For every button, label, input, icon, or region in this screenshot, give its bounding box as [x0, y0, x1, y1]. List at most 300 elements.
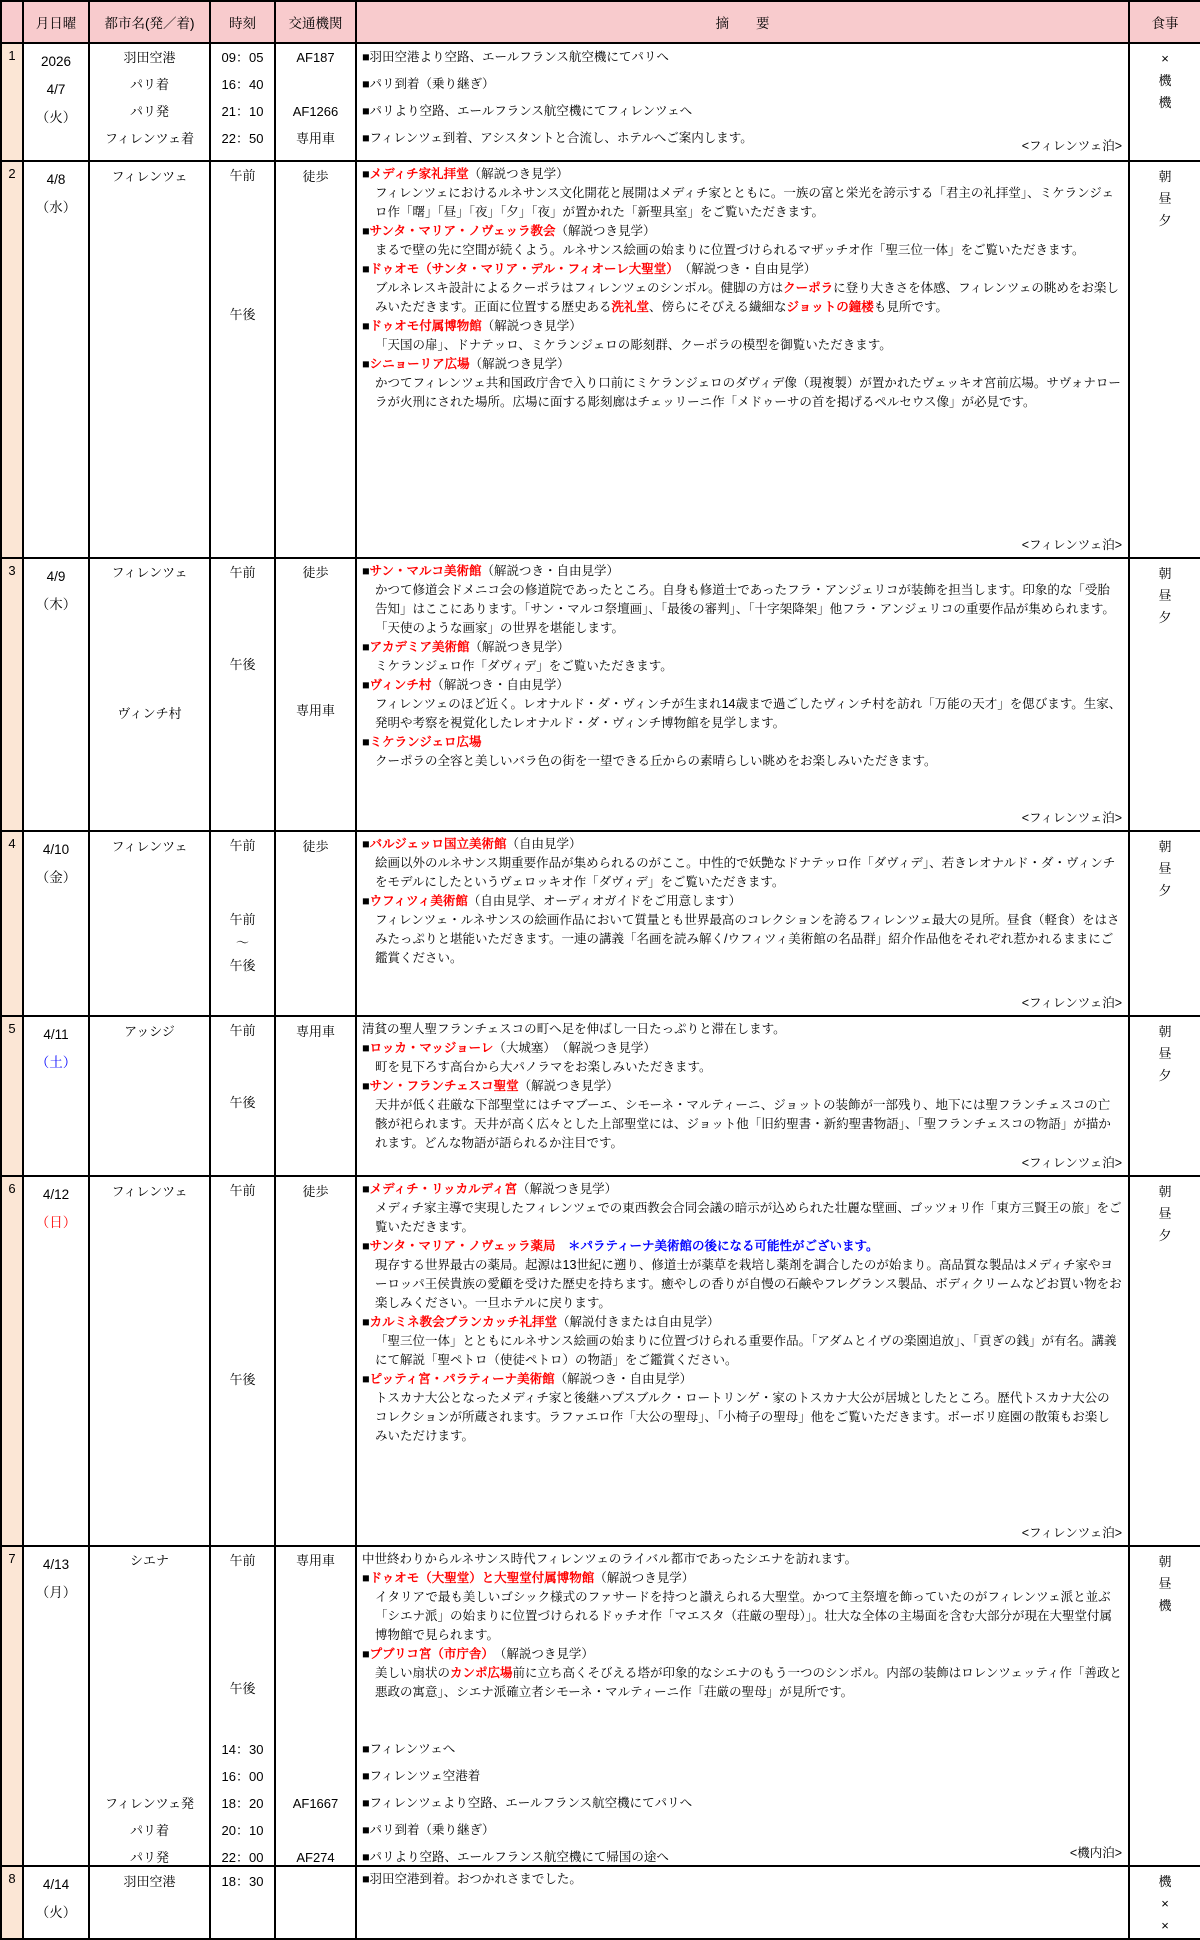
text-segment: 清貧の聖人聖フランチェスコの町へ足を伸ばし一日たっぷりと滞在します。: [362, 1022, 786, 1036]
text-segment: ヴィンチ村: [369, 678, 432, 692]
text-segment: トスカナ大公となったメディチ家と後継ハプスブルク・ロートリンゲ・家のトスカナ大公が居城としたところ。歴代トスカナ大公のコレクションが所蔵されます。ラファエロ作「大公の聖母」、「小椅子の聖母」他をご覧いただきます。ボーボリ庭園の散策もお楽しみいただけます。: [375, 1391, 1110, 1443]
text-segment: （火）: [35, 1905, 77, 1920]
cell-summary: [356, 558, 1129, 831]
summary-blocks: [357, 1017, 1128, 1153]
cell-transport: [275, 1016, 356, 1176]
text-segment: 4/12: [42, 1187, 70, 1202]
meal-line: 機: [1158, 1874, 1172, 1889]
time-line: 21：10: [221, 104, 264, 119]
time-line: 午前: [229, 565, 256, 580]
sight-description: [362, 1058, 1122, 1077]
summary-block: [362, 1020, 1122, 1039]
text-segment: 現存する世界最古の薬局。起源は13世紀に遡り、修道士が薬草を栽培し薬剤を調合したのが始まり。高品質な製品はメディチ家やヨーロッパ王侯貴族の愛顧を受けた歴史を持ちます。癒やしの香りが自慢の石鹸やフレグランス製品、ボディクリームなどお買い物をお楽しみください。一旦ホテルに戻ります。: [375, 1258, 1122, 1310]
text-segment: （土）: [35, 1055, 77, 1070]
cell-city: [89, 1176, 210, 1546]
date-line: [24, 1551, 88, 1579]
transport-line: 徒歩: [302, 169, 329, 184]
time-line: 14：30: [221, 1742, 264, 1757]
date-line: [24, 166, 88, 194]
summary-blocks: [357, 832, 1128, 968]
date-line: [24, 48, 88, 76]
summary-block: [362, 1039, 1122, 1077]
transport-line: AF274: [296, 1850, 335, 1865]
cell-city: [89, 1016, 210, 1176]
cell-meal: [1129, 1176, 1200, 1546]
sight-title: [362, 562, 1122, 581]
sight-description: [362, 336, 1122, 355]
summary-line: [362, 1020, 1122, 1039]
cell-summary: [356, 1176, 1129, 1546]
text-segment: （解説つき見学）: [481, 319, 582, 333]
text-segment: ■: [362, 357, 370, 371]
row-number: 7: [1, 1546, 23, 1866]
transport-line: 専用車: [295, 1553, 335, 1568]
time-line: 午前: [229, 1183, 256, 1198]
text-segment: （日）: [35, 1215, 77, 1230]
stay-note: <フィレンツェ泊>: [1021, 996, 1122, 1010]
summary-block: [362, 638, 1122, 676]
text-segment: ジョットの鐘楼: [786, 300, 874, 314]
city-line: 羽田空港: [123, 50, 176, 65]
summary-block: [362, 222, 1122, 260]
text-segment: ブルネレスキ設計によるクーポラはフィレンツェのシンボル。健脚の方は: [375, 281, 784, 295]
summary-blocks: [357, 1867, 1128, 1889]
text-segment: ■: [362, 837, 370, 851]
cell-city: [89, 43, 210, 161]
cell-city: [89, 831, 210, 1016]
row-number: 4: [1, 831, 23, 1016]
city-line: フィレンツェ: [111, 1184, 188, 1199]
meal-line: 機: [1158, 73, 1172, 88]
transport-line: 徒歩: [302, 839, 329, 854]
sight-description: [362, 1332, 1122, 1370]
text-segment: 4/10: [42, 842, 70, 857]
date-line: [24, 1021, 88, 1049]
text-segment: ■: [362, 1041, 370, 1055]
meal-line: 昼: [1158, 191, 1172, 206]
date-line: [24, 864, 88, 892]
sight-description: [362, 1389, 1122, 1446]
text-segment: （解説つき見学）: [555, 224, 656, 238]
row-number: 1: [1, 43, 23, 161]
text-segment: （解説つき見学）: [469, 357, 570, 371]
text-segment: サン・フランチェスコ聖堂: [369, 1079, 519, 1093]
time-line: 午前: [229, 1553, 256, 1568]
text-segment: ■: [362, 564, 370, 578]
time-line: 午前: [229, 912, 256, 927]
text-segment: も見所です。: [873, 300, 948, 314]
itinerary-row-6: [1, 1176, 1200, 1546]
text-segment: （解説つき見学）: [518, 1079, 619, 1093]
header-date: 月日曜: [23, 1, 89, 43]
meal-line: 夕: [1158, 1068, 1172, 1083]
sight-title: [362, 355, 1122, 374]
text-segment: （解説つき見学）: [517, 1182, 618, 1196]
sight-description: [362, 279, 1122, 317]
city-line: フィレンツェ着: [104, 131, 195, 146]
text-segment: サン・マルコ美術館: [369, 564, 482, 578]
cell-transport: [275, 1546, 356, 1866]
text-segment: ■: [362, 1239, 370, 1253]
meal-line: 機: [1158, 1598, 1172, 1613]
text-segment: ■: [362, 1182, 370, 1196]
transport-line: AF1266: [292, 104, 339, 119]
city-line: シエナ: [129, 1553, 169, 1568]
date-line: [24, 1049, 88, 1077]
cell-time: [210, 161, 275, 558]
sight-title: [362, 892, 1122, 911]
cell-city: [89, 1866, 210, 1939]
summary-block: [362, 1313, 1122, 1370]
transport-line: AF187: [296, 50, 335, 65]
cell-transport: [275, 43, 356, 161]
text-segment: プブリコ宮（市庁舎）: [369, 1647, 488, 1661]
sight-description: [362, 241, 1122, 260]
text-segment: に登り大きさを体感、フィレンツェの眺めをお楽しみいただきます。正面に位置する歴史ある: [375, 281, 1119, 314]
stay-note: <フィレンツェ泊>: [1021, 1526, 1122, 1540]
itinerary-row-4: [1, 831, 1200, 1016]
sight-description: [362, 1199, 1122, 1237]
text-segment: ■: [362, 224, 370, 238]
summary-line: ■パリ到着（乗り継ぎ）: [362, 77, 495, 91]
text-segment: フィレンツェにおけるルネサンス文化開花と展開はメディチ家とともに。一族の富と栄光を誇示する「君主の礼拝堂」、ミケランジェロ作「曙」「昼」「夜」「夕」「夜」が置かれた「新聖具室」をご覧いただきます。: [375, 186, 1115, 219]
stay-note: <フィレンツェ泊>: [1021, 811, 1122, 825]
transport-line: AF1667: [292, 1796, 339, 1811]
text-segment: 洗礼堂: [611, 300, 650, 314]
row-number: 2: [1, 161, 23, 558]
summary-block: [362, 317, 1122, 355]
city-line: 羽田空港: [123, 1874, 176, 1889]
itinerary-row-7: [1, 1546, 1200, 1866]
text-segment: ミケランジェロ広場: [369, 735, 482, 749]
cell-date: [23, 831, 89, 1016]
summary-line: ■フィレンツェ到着、アシスタントと合流し、ホテルへご案内します。: [362, 131, 753, 145]
transport-line: 専用車: [295, 131, 335, 146]
row-number: 6: [1, 1176, 23, 1546]
text-segment: ウフィツィ美術館: [369, 894, 468, 908]
time-line: 午後: [229, 1681, 256, 1696]
summary-line: [362, 1870, 1122, 1889]
header-transport: 交通機関: [275, 1, 356, 43]
city-line: パリ着: [129, 77, 169, 92]
sight-title: [362, 317, 1122, 336]
date-line: [24, 1181, 88, 1209]
city-line: パリ発: [129, 104, 169, 119]
text-segment: ■: [362, 640, 370, 654]
date-line: [24, 76, 88, 104]
summary-block: [362, 1237, 1122, 1313]
time-line: 18：30: [221, 1874, 264, 1889]
cell-date: [23, 1546, 89, 1866]
city-line: アッシジ: [124, 1024, 175, 1039]
itinerary-row-2: [1, 161, 1200, 558]
sight-description: [362, 374, 1122, 412]
summary-block: [362, 892, 1122, 968]
city-line: フィレンツェ: [111, 169, 188, 184]
cell-city: [89, 558, 210, 831]
cell-date: [23, 1176, 89, 1546]
text-segment: 絵画以外のルネサンス期重要作品が集められるのがここ。中性的で妖艶なドナテッロ作「ダヴィデ」、若きレオナルド・ダ・ヴィンチをモデルにしたというヴェロッキオ作「ダヴィデ」をご覧いただきます。: [375, 856, 1116, 889]
text-segment: かつてフィレンツェ共和国政庁舎で入り口前にミケランジェロのダヴィデ像（現複製）が置かれたヴェッキオ宮前広場。サヴォナローラが火刑にされた場所。広場に面する彫刻廊はチェッリーニ作「メドゥーサの首を掲げるペルセウス像」が必見です。: [375, 376, 1121, 409]
text-segment: アカデミア美術館: [369, 640, 470, 654]
cell-meal: [1129, 1016, 1200, 1176]
time-line: 09：05: [221, 50, 264, 65]
summary-blocks: [357, 1547, 1128, 1702]
time-line: 20：10: [221, 1823, 264, 1838]
meal-line: 朝: [1158, 1184, 1172, 1199]
city-line: フィレンツェ: [111, 839, 188, 854]
summary-line: ■パリより空路、エールフランス航空機にてフィレンツェへ: [362, 104, 693, 118]
city-line: フィレンツェ発: [104, 1796, 195, 1811]
text-segment: （解説つき・自由見学）: [554, 1372, 693, 1386]
summary-block: [362, 1645, 1122, 1702]
summary-block: [362, 1180, 1122, 1237]
transport-line: 専用車: [295, 1024, 335, 1039]
cell-time: [210, 1016, 275, 1176]
cell-summary: [356, 43, 1129, 161]
summary-block: [362, 1077, 1122, 1153]
sight-title: [362, 1180, 1122, 1199]
cell-meal: [1129, 1866, 1200, 1939]
text-segment: 美しい扇状の: [375, 1666, 451, 1680]
text-segment: サンタ・マリア・ノヴェッラ薬局: [369, 1239, 556, 1253]
time-line: 午前: [229, 168, 256, 183]
sight-description: [362, 1588, 1122, 1645]
text-segment: ■: [362, 894, 370, 908]
date-line: [24, 1899, 88, 1927]
text-segment: （解説つき・自由見学）: [481, 564, 619, 578]
text-segment: 「聖三位一体」とともにルネサンス絵画の始まりに位置づけられる重要作品。「アダムとイヴの楽園追放」、「貢ぎの銭」が有名。講義にて解説「聖ペトロ（使徒ペトロ）の物語」をご鑑賞ください。: [375, 1334, 1117, 1367]
summary-block: [362, 1870, 1122, 1889]
summary-block: [362, 676, 1122, 733]
summary-block: [362, 733, 1122, 771]
transport-line: 徒歩: [302, 1184, 329, 1199]
city-line: パリ発: [129, 1850, 169, 1865]
summary-line: ■フィレンツェより空路、エールフランス航空機にてパリへ: [362, 1796, 693, 1810]
sight-title: [362, 1569, 1122, 1588]
meal-line: 夕: [1158, 213, 1172, 228]
date-line: [24, 1209, 88, 1237]
text-segment: かつて修道会ドメニコ会の修道院であったところ。自身も修道士であったフラ・アンジェリコが装飾を担当します。印象的な「受胎告知」はここにあります。「サン・マルコ祭壇画」、「最後の審判」、「十字架降架」他フラ・アンジェリコの重要作品が集められます。「天使のような画家」の世界を堪能します。: [375, 583, 1115, 635]
text-segment: ＊パラティーナ美術館の後になる可能性がございます。: [555, 1239, 879, 1253]
cell-date: [23, 1016, 89, 1176]
time-line: 16：00: [221, 1769, 264, 1784]
transport-line: 徒歩: [302, 565, 329, 580]
itinerary-row-3: [1, 558, 1200, 831]
text-segment: （金）: [35, 870, 77, 885]
cell-summary: [356, 831, 1129, 1016]
time-line: ～: [235, 935, 249, 950]
cell-city: [89, 1546, 210, 1866]
summary-line: ■パリより空路、エールフランス航空機にて帰国の途へ: [362, 1850, 669, 1864]
text-segment: （解説つき見学）: [487, 1647, 594, 1661]
text-segment: ドゥオモ付属博物館: [369, 319, 482, 333]
summary-line: ■羽田空港より空路、エールフランス航空機にてパリへ: [362, 50, 669, 64]
cell-summary: [356, 1546, 1129, 1866]
text-segment: （解説つき見学）: [469, 640, 570, 654]
sight-title: [362, 222, 1122, 241]
meal-line: 昼: [1158, 861, 1172, 876]
text-segment: ■: [362, 678, 370, 692]
text-segment: ロッカ・マッジョーレ: [369, 1041, 494, 1055]
cell-time: [210, 1176, 275, 1546]
text-segment: 「天国の扉」、ドナテッロ、ミケランジェロの彫刻群、クーポラの模型を御覧いただきます。: [375, 338, 892, 352]
sight-title: [362, 835, 1122, 854]
sight-description: [362, 695, 1122, 733]
time-line: 午後: [229, 1372, 256, 1387]
sight-description: [362, 657, 1122, 676]
text-segment: （解説付きまたは自由見学）: [556, 1315, 720, 1329]
time-line: 18：20: [221, 1796, 264, 1811]
row-number: 5: [1, 1016, 23, 1176]
header-time: 時刻: [210, 1, 275, 43]
time-line: 午前: [229, 1023, 256, 1038]
meal-line: 昼: [1158, 1046, 1172, 1061]
cell-time: [210, 1866, 275, 1939]
text-segment: （自由見学、オーディオガイドをご用意します）: [467, 894, 742, 908]
text-segment: ■: [362, 735, 370, 749]
row-number: 8: [1, 1866, 23, 1939]
meal-line: 夕: [1158, 610, 1172, 625]
city-line: ヴィンチ村: [117, 706, 182, 721]
cell-summary: [356, 161, 1129, 558]
cell-transport: [275, 558, 356, 831]
text-segment: メディチ家礼拝堂: [369, 167, 469, 181]
time-line: 午後: [229, 307, 256, 322]
text-segment: （大城塞） （解説つき見学）: [493, 1041, 656, 1055]
transport-line: 専用車: [295, 703, 335, 718]
cell-date: [23, 1866, 89, 1939]
meal-line: 機: [1158, 95, 1172, 110]
date-line: [24, 563, 88, 591]
text-segment: （水）: [35, 200, 77, 215]
text-segment: ■羽田空港到着。おつかれさまでした。: [362, 1872, 582, 1886]
date-line: [24, 1871, 88, 1899]
sight-title: [362, 676, 1122, 695]
text-segment: 中世終わりからルネサンス時代フィレンツェのライバル都市であったシエナを訪れます。: [362, 1552, 858, 1566]
summary-line: ■フィレンツェへ: [362, 1742, 456, 1756]
meal-line: 朝: [1158, 1024, 1172, 1039]
text-segment: ■: [362, 167, 370, 181]
cell-transport: [275, 1176, 356, 1546]
date-line: [24, 194, 88, 222]
sight-title: [362, 165, 1122, 184]
meal-line: 朝: [1158, 1554, 1172, 1569]
text-segment: ■: [362, 319, 370, 333]
cell-time: [210, 558, 275, 831]
row-number: 3: [1, 558, 23, 831]
text-segment: シニョーリア広場: [369, 357, 470, 371]
cell-transport: [275, 161, 356, 558]
text-segment: ■: [362, 1079, 370, 1093]
cell-date: [23, 558, 89, 831]
summary-line: [362, 1550, 1122, 1569]
text-segment: メディチ・リッカルディ宮: [369, 1182, 518, 1196]
text-segment: カンポ広場: [450, 1666, 513, 1680]
sight-title: [362, 1039, 1122, 1058]
date-line: [24, 1579, 88, 1607]
sight-description: [362, 184, 1122, 222]
summary-block: [362, 165, 1122, 222]
text-segment: （月）: [35, 1585, 77, 1600]
summary-block: [362, 355, 1122, 412]
summary-line: ■フィレンツェ空港着: [362, 1769, 481, 1783]
meal-line: 昼: [1158, 588, 1172, 603]
text-segment: バルジェッロ国立美術館: [369, 837, 507, 851]
time-line: 22：00: [221, 1850, 264, 1865]
summary-block: [362, 835, 1122, 892]
sight-description: [362, 911, 1122, 968]
cell-meal: [1129, 558, 1200, 831]
sight-title: [362, 1077, 1122, 1096]
cell-date: [23, 161, 89, 558]
meal-line: 朝: [1158, 169, 1172, 184]
header-meal: 食事: [1129, 1, 1200, 43]
time-line: 午後: [229, 657, 256, 672]
text-segment: 4/14: [42, 1877, 70, 1892]
meal-line: ×: [1161, 51, 1169, 66]
stay-note: <フィレンツェ泊>: [1021, 538, 1122, 552]
stay-note: <機内泊>: [1069, 1846, 1122, 1860]
sight-title: [362, 1313, 1122, 1332]
time-line: 16：40: [221, 77, 264, 92]
cell-time: [210, 1546, 275, 1866]
sight-description: [362, 581, 1122, 638]
meal-line: ×: [1161, 1918, 1169, 1933]
text-segment: （木）: [35, 597, 77, 612]
meal-line: 朝: [1158, 566, 1172, 581]
text-segment: クーポラ: [783, 281, 834, 295]
cell-meal: [1129, 831, 1200, 1016]
meal-line: 昼: [1158, 1576, 1172, 1591]
cell-date: [23, 43, 89, 161]
text-segment: ■: [362, 1315, 370, 1329]
itinerary-row-5: [1, 1016, 1200, 1176]
summary-line: ■パリ到着（乗り継ぎ）: [362, 1823, 495, 1837]
date-line: [24, 836, 88, 864]
text-segment: ミケランジェロ作「ダヴィデ」をご覧いただきます。: [375, 659, 673, 673]
meal-line: ×: [1161, 1896, 1169, 1911]
summary-block: [362, 562, 1122, 638]
text-segment: ■: [362, 1372, 370, 1386]
time-line: 午後: [229, 958, 256, 973]
sight-description: [362, 1664, 1122, 1702]
sight-description: [362, 1096, 1122, 1153]
text-segment: 4/8: [46, 172, 66, 187]
meal-line: 夕: [1158, 1228, 1172, 1243]
meal-line: 昼: [1158, 1206, 1172, 1221]
text-segment: クーポラの全容と美しいバラ色の街を一望できる丘からの素晴らしい眺めをお楽しみいただきます。: [375, 754, 937, 768]
text-segment: 4/13: [42, 1557, 70, 1572]
text-segment: カルミネ教会ブランカッチ礼拝堂: [369, 1315, 557, 1329]
cell-meal: [1129, 43, 1200, 161]
summary-block: [362, 1550, 1122, 1569]
cell-summary: [356, 1866, 1129, 1939]
sight-description: [362, 1256, 1122, 1313]
text-segment: サンタ・マリア・ノヴェッラ教会: [369, 224, 556, 238]
text-segment: （解説つき見学）: [468, 167, 569, 181]
cell-meal: [1129, 1546, 1200, 1866]
time-line: 午後: [229, 1095, 256, 1110]
time-line: 22：50: [221, 131, 264, 146]
itinerary-row-8: [1, 1866, 1200, 1939]
text-segment: ■: [362, 262, 370, 276]
sight-title: [362, 733, 1122, 752]
header-city: 都市名(発／着): [89, 1, 210, 43]
sight-title: [362, 638, 1122, 657]
text-segment: 2026: [40, 54, 72, 69]
sight-title: [362, 1370, 1122, 1389]
